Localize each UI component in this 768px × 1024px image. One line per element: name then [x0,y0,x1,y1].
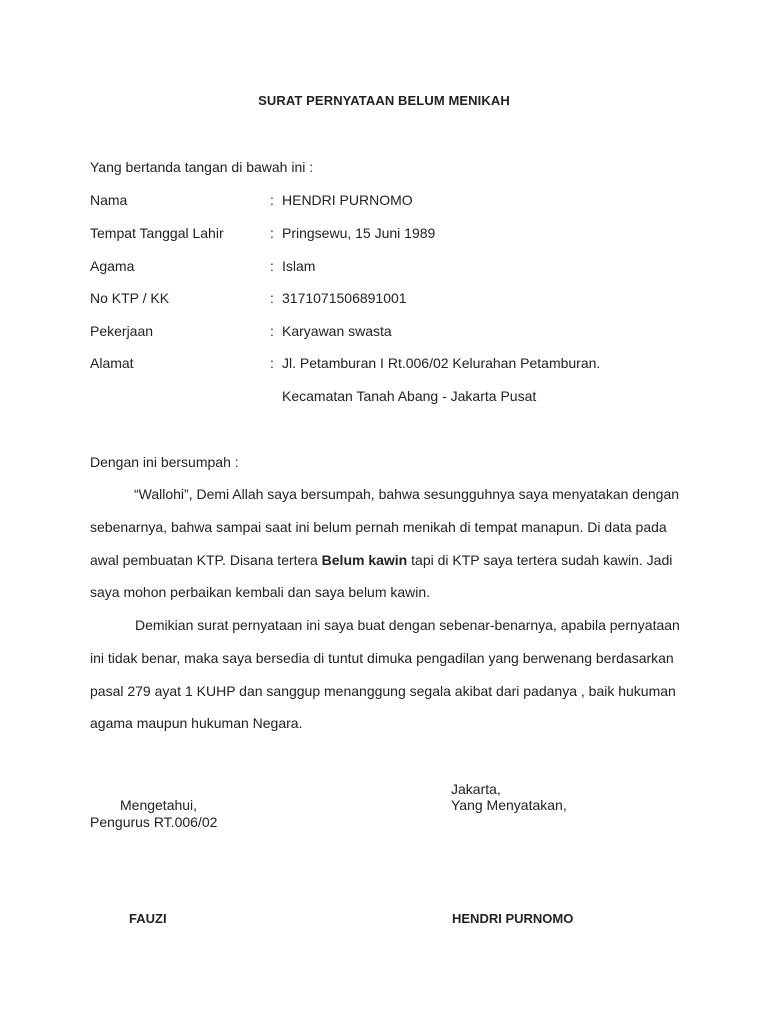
field-value-pekerjaan: Karyawan swasta [282,323,392,339]
paragraph-line: saya mohon perbaikan kembali dan saya belum kawin. [90,584,431,600]
paragraph-line: sebenarnya, bahwa sampai saat ini belum pernah menikah di tempat manapun. Di data pada [90,519,667,535]
paragraph-line [90,552,672,568]
intro-text: Yang bertanda tangan di bawah ini : [90,159,314,175]
paragraph-line: pasal 279 ayat 1 KUHP dan sanggup menanggung segala akibat dari padanya , baik hukuman [90,683,676,699]
signature-place: Jakarta, [451,781,501,797]
field-label-ttl: Tempat Tanggal Lahir [90,225,224,241]
field-label-ktp: No KTP / KK [90,290,170,306]
document-title: SURAT PERNYATAAN BELUM MENIKAH [258,93,510,108]
field-colon: : [270,290,274,306]
field-value-nama: HENDRI PURNOMO [282,192,413,208]
field-value-alamat: Jl. Petamburan I Rt.006/02 Kelurahan Petamburan. [282,355,601,371]
field-value-agama: Islam [282,258,316,274]
paragraph-line: “Wallohi”, Demi Allah saya bersumpah, bahwa sesungguhnya saya menyatakan dengan [134,486,680,502]
field-label-agama: Agama [90,258,135,274]
field-colon: : [270,192,274,208]
field-colon: : [270,225,274,241]
field-value-alamat-line2: Kecamatan Tanah Abang - Jakarta Pusat [282,388,537,404]
field-label-alamat: Alamat [90,355,134,371]
signature-left-role: Pengurus RT.006/02 [90,814,218,830]
field-colon: : [270,323,274,339]
paragraph-line: Demikian surat pernyataan ini saya buat dengan sebenar-benarnya, apabila pernyataan [135,617,680,633]
field-value-ttl: Pringsewu, 15 Juni 1989 [282,225,436,241]
signature-left-caption: Mengetahui, [120,797,198,813]
field-colon: : [270,258,274,274]
signature-left-name: FAUZI [129,911,167,926]
paragraph-line: agama maupun hukuman Negara. [90,715,303,731]
paragraph-text: tapi di KTP saya tertera sudah kawin. Jadi [407,552,673,568]
paragraph-text: awal pembuatan KTP. Disana tertera [90,552,322,568]
signature-right-name: HENDRI PURNOMO [452,911,574,926]
paragraph-line: ini tidak benar, maka saya bersedia di tuntut dimuka pengadilan yang berwenang berdasarkan [90,650,674,666]
emphasis-belum-kawin: Belum kawin [321,552,408,568]
field-colon: : [270,355,274,371]
field-label-pekerjaan: Pekerjaan [90,323,154,339]
field-label-nama: Nama [90,192,128,208]
signature-right-caption: Yang Menyatakan, [451,797,567,813]
oath-heading: Dengan ini bersumpah : [90,454,239,470]
field-value-ktp: 3171071506891001 [282,290,407,306]
